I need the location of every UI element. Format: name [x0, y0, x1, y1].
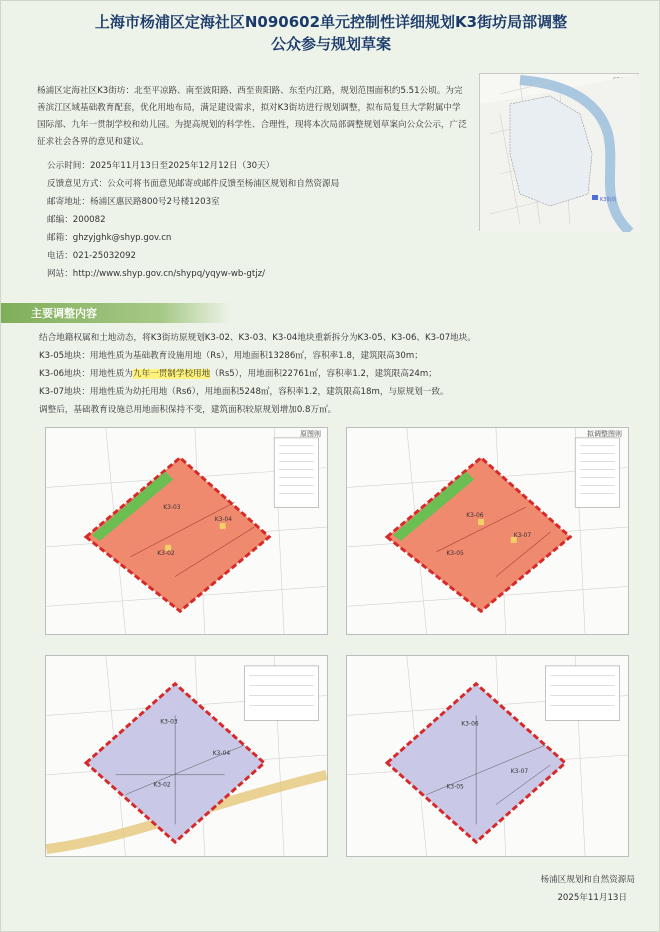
site-marker — [592, 195, 598, 200]
map-caption-proposed: 拟调整图则 — [587, 430, 622, 438]
map-proposed-plot-label-2: K3-07 — [510, 767, 529, 775]
map-original-plot-label-2: K3-04 — [212, 750, 231, 758]
map-original-plot — [45, 655, 328, 857]
title-sub: 公众参与规划草案 — [270, 35, 391, 53]
website-link[interactable]: 网站：http://www.shyp.gov.cn/shypq/yqyw-wb-gtjz/ — [47, 269, 266, 279]
map-original-label-3: K3-02 — [157, 549, 175, 557]
content-line-3 — [39, 365, 639, 383]
map-original-plot-label-1: K3-03 — [160, 718, 178, 726]
map-proposed-plot — [346, 655, 629, 857]
phone: 电话：021-25032092 — [47, 251, 137, 261]
content-line-2: K3-05地块：用地性质为基础教育设施用地（Rs），用地面积13286㎡，容积率1.8，建筑限高30m； — [39, 351, 423, 361]
map-original-landuse — [45, 427, 328, 635]
map-original-label-2: K3-04 — [214, 516, 233, 524]
location-map — [479, 73, 639, 231]
content-line-3-post: （Rs5），用地面积22761㎡，容积率1.2，建筑限高24m； — [210, 369, 437, 379]
section-title: 主要调整内容 — [31, 307, 97, 320]
mail-address: 邮寄地址：杨浦区惠民路800号2号楼1203室 — [47, 197, 220, 207]
intro-paragraph: 杨浦区定海社区K3街坊：北至平凉路、南至波阳路、西至贵阳路、东至内江路，规划范围面积约5.51公顷。为完善滨江区域基础教育配套，优化用地布局，满足建设需求，拟对K3街坊进行规划调整，拟布局复旦大学附属中学国际部、九年一贯制学校和幼儿园。为提高规划的科学性、合理性，现将本次局部调整规划草案向公众公示，广泛征求社会各界的意见和建议。 — [37, 86, 467, 147]
map-proposed-graphic — [347, 428, 628, 634]
section-header — [1, 303, 231, 323]
postcode: 邮编：200082 — [47, 215, 106, 225]
map-proposed-landuse — [346, 427, 629, 635]
site-marker-label: K3街坊 — [600, 197, 617, 203]
contact-info — [47, 157, 467, 283]
feedback-method: 反馈意见方式：公众可将书面意见邮寄或邮件反馈至杨浦区规划和自然资源局 — [47, 179, 340, 189]
footer-org: 杨浦区规划和自然资源局 — [540, 875, 635, 885]
map-proposed-plot-graphic — [347, 656, 628, 856]
content-line-5: 调整后，基础教育设施总用地面积保持不变，建筑面积较原规划增加0.8万㎡。 — [39, 405, 337, 415]
footer-date: 2025年11月13日 — [557, 893, 627, 903]
content-line-1: 结合地籍权属和土地动态，将K3街坊原规划K3-02、K3-03、K3-04地块重新拆分为K3-05、K3-06、K3-07地块。 — [39, 333, 476, 343]
content-line-4: K3-07地块：用地性质为幼托用地（Rs6），用地面积5248㎡，容积率1.2，建筑限高18m，与原规划一致。 — [39, 387, 449, 397]
map-original-plot-graphic — [46, 656, 327, 856]
map-caption-original: 原图则 — [300, 430, 321, 438]
map-original-label-1: K3-03 — [163, 504, 181, 512]
email[interactable]: 邮箱：ghzyjghk@shyp.gov.cn — [47, 233, 172, 243]
notice-period: 公示时间：2025年11月13日至2025年12月12日（30天） — [47, 161, 275, 171]
map-proposed-plot-label-3: K3-05 — [446, 783, 464, 791]
map-original-plot-label-3: K3-02 — [153, 781, 171, 789]
map-proposed-label-2: K3-07 — [513, 531, 532, 539]
page-title — [1, 11, 660, 55]
adjustment-content — [39, 329, 639, 419]
content-line-3-highlight: 九年一贯制学校用地 — [132, 369, 211, 379]
content-line-3-pre: K3-06地块：用地性质为 — [39, 369, 133, 379]
title-main: 上海市杨浦区定海社区N090602单元控制性详细规划K3街坊局部调整 — [94, 13, 568, 31]
location-map-graphic — [480, 74, 640, 232]
map-original-graphic — [46, 428, 327, 634]
map-proposed-label-3: K3-05 — [446, 549, 464, 557]
map-proposed-label-1: K3-06 — [466, 512, 484, 520]
map-proposed-plot-label-1: K3-06 — [461, 720, 479, 728]
